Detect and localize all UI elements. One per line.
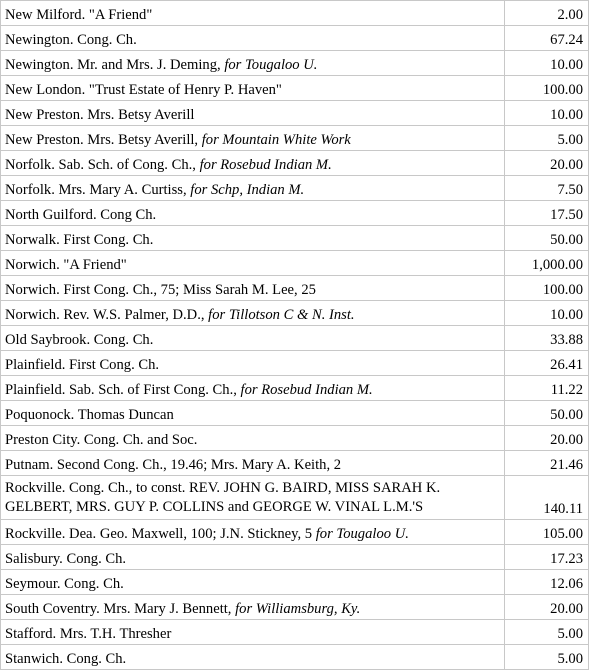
amount-cell: 10.00 (505, 301, 589, 326)
donor-description: Newington. Cong. Ch. (5, 32, 137, 48)
amount-cell: 100.00 (505, 276, 589, 301)
donor-description-cell (1, 226, 505, 251)
donor-description: Rockville. Cong. Ch., to const. REV. JOHN G. BAIRD, MISS SARAH K. GELBERT, MRS. GUY P. COLLINS and GEORGE W. VINAL L.M.'S (5, 480, 441, 515)
designation-note: for Rosebud Indian M. (240, 382, 373, 398)
donor-description: South Coventry. Mrs. Mary J. Bennett, (5, 601, 236, 617)
donor-description-cell (1, 126, 505, 151)
donor-description-cell (1, 101, 505, 126)
table-row (1, 126, 589, 151)
donor-description-cell (1, 426, 505, 451)
table-row (1, 426, 589, 451)
donor-description: Rockville. Dea. Geo. Maxwell, 100; J.N. Stickney, 5 (5, 526, 316, 542)
donor-description: Seymour. Cong. Ch. (5, 576, 124, 592)
donor-description: Norfolk. Sab. Sch. of Cong. Ch., (5, 157, 200, 173)
donor-description-cell (1, 545, 505, 570)
donor-description-cell (1, 26, 505, 51)
donor-description-cell (1, 645, 505, 670)
amount-cell: 100.00 (505, 76, 589, 101)
donor-description: Norwich. "A Friend" (5, 257, 127, 273)
table-row (1, 451, 589, 476)
table-row (1, 51, 589, 76)
donor-description: New Preston. Mrs. Betsy Averill, (5, 132, 202, 148)
donor-description: Plainfield. Sab. Sch. of First Cong. Ch., (5, 382, 241, 398)
donor-description: Norwalk. First Cong. Ch. (5, 232, 154, 248)
donor-description-cell (1, 76, 505, 101)
amount-cell: 17.23 (505, 545, 589, 570)
donor-description-cell (1, 376, 505, 401)
designation-note: for Mountain White Work (201, 132, 351, 148)
donor-description-cell (1, 151, 505, 176)
amount-cell: 12.06 (505, 570, 589, 595)
table-row (1, 1, 589, 26)
table-row (1, 26, 589, 51)
designation-note: for Williamsburg, Ky. (235, 601, 361, 617)
designation-note: for Schp, Indian M. (190, 182, 305, 198)
amount-cell: 10.00 (505, 101, 589, 126)
amount-cell: 1,000.00 (505, 251, 589, 276)
table-row (1, 570, 589, 595)
designation-note: for Rosebud Indian M. (199, 157, 332, 173)
donor-description: Newington. Mr. and Mrs. J. Deming, (5, 57, 225, 73)
donor-description-cell (1, 570, 505, 595)
donor-description-cell (1, 176, 505, 201)
amount-cell: 50.00 (505, 226, 589, 251)
table-row (1, 595, 589, 620)
amount-cell: 21.46 (505, 451, 589, 476)
donor-description-cell (1, 620, 505, 645)
donor-description: New Preston. Mrs. Betsy Averill (5, 107, 195, 123)
designation-note: for Tillotson C & N. Inst. (208, 307, 355, 323)
amount-cell: 140.11 (505, 476, 589, 520)
donor-description-cell (1, 1, 505, 26)
table-row (1, 76, 589, 101)
donor-description: Stanwich. Cong. Ch. (5, 651, 127, 667)
amount-cell: 50.00 (505, 401, 589, 426)
designation-note: for Tougaloo U. (224, 57, 318, 73)
table-row (1, 226, 589, 251)
donor-description: Salisbury. Cong. Ch. (5, 551, 127, 567)
table-row (1, 251, 589, 276)
table-row (1, 151, 589, 176)
table-row (1, 545, 589, 570)
table-row (1, 520, 589, 545)
donor-description-cell (1, 476, 505, 520)
table-row (1, 201, 589, 226)
donor-description: Norwich. Rev. W.S. Palmer, D.D., (5, 307, 209, 323)
amount-cell: 20.00 (505, 151, 589, 176)
amount-cell: 67.24 (505, 26, 589, 51)
amount-cell: 5.00 (505, 620, 589, 645)
table-row (1, 301, 589, 326)
amount-cell: 105.00 (505, 520, 589, 545)
donor-description-cell (1, 326, 505, 351)
donor-description: Preston City. Cong. Ch. and Soc. (5, 432, 198, 448)
amount-cell: 10.00 (505, 51, 589, 76)
table-row (1, 476, 589, 520)
amount-cell: 11.22 (505, 376, 589, 401)
designation-note: for Tougaloo U. (315, 526, 409, 542)
donor-description: Putnam. Second Cong. Ch., 19.46; Mrs. Mary A. Keith, 2 (5, 457, 342, 473)
donor-description-cell (1, 451, 505, 476)
amount-cell: 7.50 (505, 176, 589, 201)
donor-description-cell (1, 301, 505, 326)
donor-description-cell (1, 401, 505, 426)
table-row (1, 326, 589, 351)
table-row (1, 276, 589, 301)
amount-cell: 17.50 (505, 201, 589, 226)
donor-description: Old Saybrook. Cong. Ch. (5, 332, 154, 348)
table-row (1, 376, 589, 401)
donor-description: Norfolk. Mrs. Mary A. Curtiss, (5, 182, 191, 198)
donor-description-cell (1, 201, 505, 226)
donor-description: Poquonock. Thomas Duncan (5, 407, 174, 423)
donor-description-cell (1, 51, 505, 76)
contributions-table-body (1, 1, 589, 670)
amount-cell: 5.00 (505, 126, 589, 151)
donor-description: North Guilford. Cong Ch. (5, 207, 157, 223)
amount-cell: 20.00 (505, 426, 589, 451)
amount-cell: 33.88 (505, 326, 589, 351)
amount-cell: 26.41 (505, 351, 589, 376)
table-row (1, 351, 589, 376)
donor-description: Plainfield. First Cong. Ch. (5, 357, 160, 373)
donor-description: New Milford. "A Friend" (5, 7, 153, 23)
table-row (1, 176, 589, 201)
donor-description: Stafford. Mrs. T.H. Thresher (5, 626, 172, 642)
table-row (1, 645, 589, 670)
donor-description-cell (1, 276, 505, 301)
donor-description-cell (1, 351, 505, 376)
table-row (1, 101, 589, 126)
amount-cell: 5.00 (505, 645, 589, 670)
table-row (1, 620, 589, 645)
amount-cell: 2.00 (505, 1, 589, 26)
donor-description: New London. "Trust Estate of Henry P. Haven" (5, 82, 282, 98)
donor-description-cell (1, 520, 505, 545)
donor-description: Norwich. First Cong. Ch., 75; Miss Sarah M. Lee, 25 (5, 282, 316, 298)
table-row (1, 401, 589, 426)
donor-description-cell (1, 251, 505, 276)
donor-description-cell (1, 595, 505, 620)
amount-cell: 20.00 (505, 595, 589, 620)
